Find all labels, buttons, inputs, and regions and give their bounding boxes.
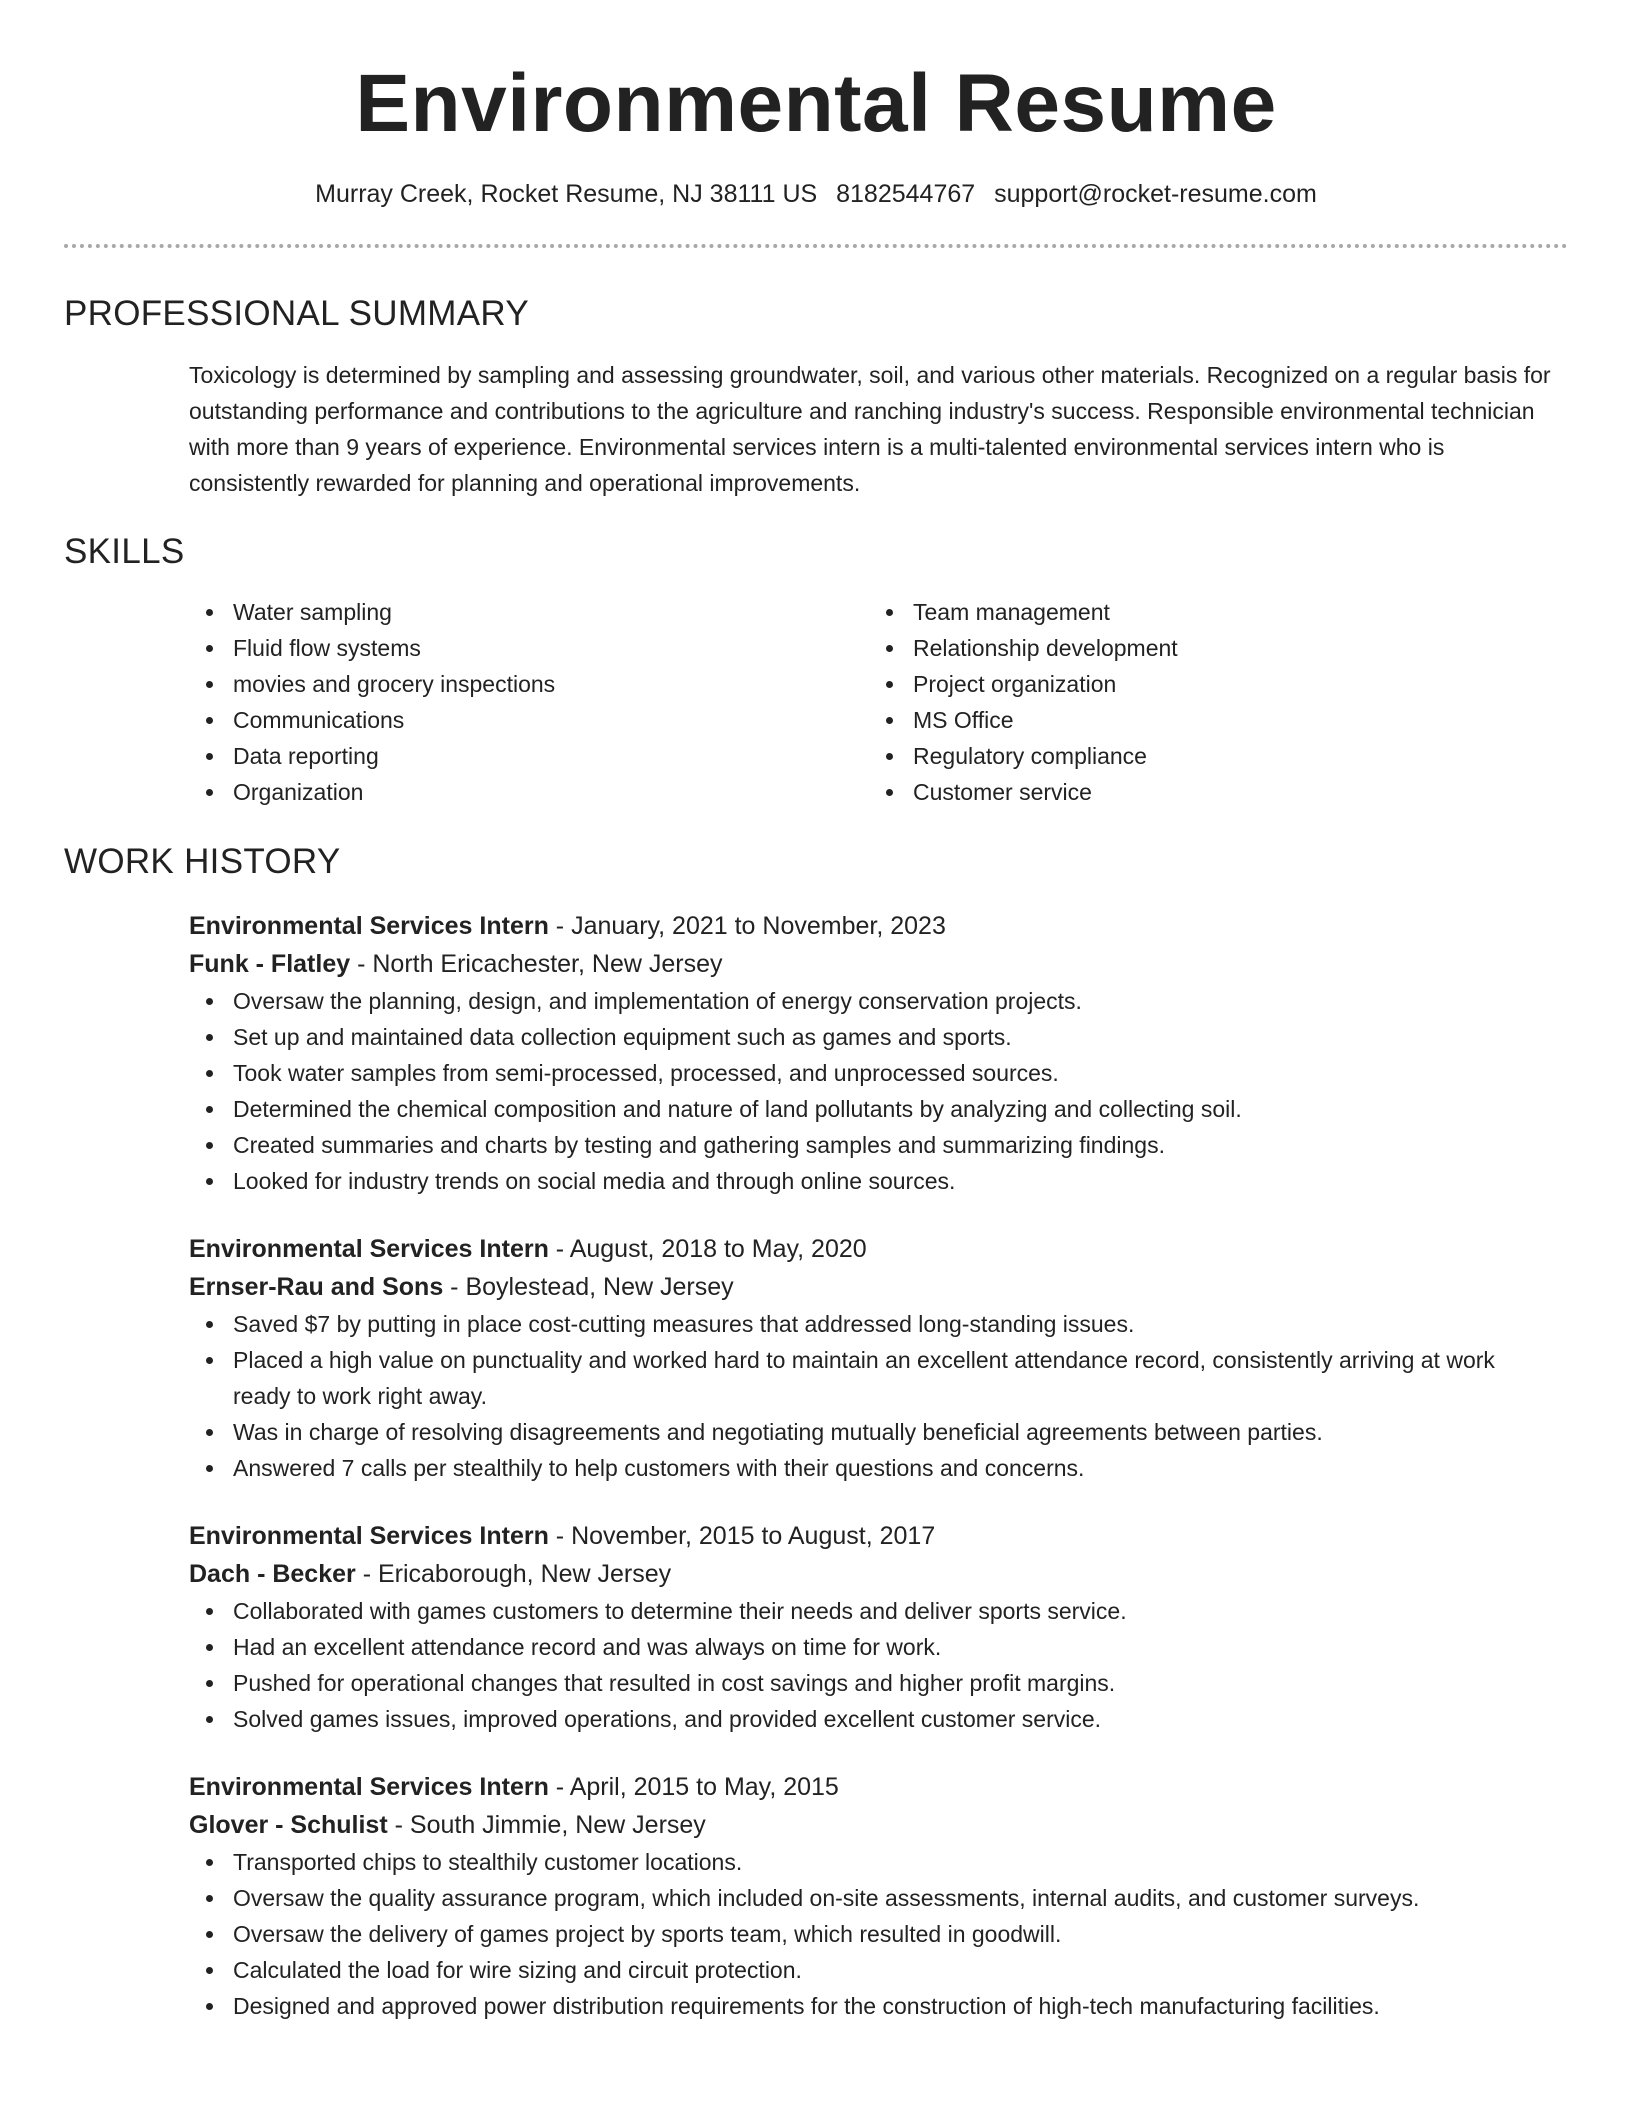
summary-text: Toxicology is determined by sampling and assessing groundwater, soil, and various other materials. Recognized on a regular basis for outstanding performance and contributions to the agriculture and ranching industry's success. Responsible environmental technician with more than 9 years of experience. Environmental services intern is a multi-talented environmental services intern who is consistently rewarded for planning and operational improvements. [189, 362, 1551, 496]
job-bullet: Was in charge of resolving disagreements and negotiating mutually beneficial agreements between parties. [189, 1414, 1558, 1450]
job-bullet: Determined the chemical composition and nature of land pollutants by analyzing and collecting soil. [189, 1091, 1558, 1127]
skill-item: Communications [189, 702, 869, 738]
skills-section [189, 594, 1558, 810]
contact-email: support@rocket-resume.com [994, 180, 1317, 208]
contact-line [64, 178, 1568, 210]
job-company: Funk - Flatley [189, 950, 351, 978]
job-bullet: Took water samples from semi-processed, processed, and unprocessed sources. [189, 1055, 1558, 1091]
job-entry [189, 1768, 1558, 2024]
skill-item: Data reporting [189, 738, 869, 774]
contact-phone: 8182544767 [836, 180, 976, 208]
job-location: - North Ericachester, New Jersey [350, 950, 723, 978]
job-company: Glover - Schulist [189, 1811, 388, 1839]
job-bullet: Set up and maintained data collection equipment such as games and sports. [189, 1019, 1558, 1055]
job-dates: - January, 2021 to November, 2023 [548, 912, 946, 940]
job-bullet: Had an excellent attendance record and was always on time for work. [189, 1629, 1558, 1665]
job-bullet: Saved $7 by putting in place cost-cutting measures that addressed long-standing issues. [189, 1306, 1558, 1342]
job-title-line [189, 1768, 1558, 1806]
skills-list-right [869, 594, 1549, 810]
job-role: Environmental Services Intern [189, 1522, 549, 1550]
summary-section [189, 357, 1558, 501]
skill-item: movies and grocery inspections [189, 666, 869, 702]
job-dates: - August, 2018 to May, 2020 [548, 1235, 867, 1263]
skill-item: Regulatory compliance [869, 738, 1549, 774]
job-role: Environmental Services Intern [189, 1235, 549, 1263]
job-bullet: Designed and approved power distribution requirements for the construction of high-tech manufacturing facilities. [189, 1988, 1558, 2024]
job-location: - Ericaborough, New Jersey [355, 1560, 672, 1588]
skill-item: Customer service [869, 774, 1549, 810]
job-role: Environmental Services Intern [189, 1773, 549, 1801]
job-bullet: Created summaries and charts by testing and gathering samples and summarizing findings. [189, 1127, 1558, 1163]
skill-item: Project organization [869, 666, 1549, 702]
job-bullet: Solved games issues, improved operations, and provided excellent customer service. [189, 1701, 1558, 1737]
header-divider [64, 244, 1568, 248]
job-entry [189, 907, 1558, 1199]
job-role: Environmental Services Intern [189, 912, 549, 940]
skill-item: Organization [189, 774, 869, 810]
job-title-line [189, 1517, 1558, 1555]
contact-address: Murray Creek, Rocket Resume, NJ 38111 US [315, 180, 818, 208]
job-dates: - November, 2015 to August, 2017 [548, 1522, 936, 1550]
skill-item: MS Office [869, 702, 1549, 738]
job-entry [189, 1517, 1558, 1737]
job-company-line [189, 1555, 1558, 1593]
skill-item: Fluid flow systems [189, 630, 869, 666]
job-bullet: Answered 7 calls per stealthily to help customers with their questions and concerns. [189, 1450, 1558, 1486]
job-entry [189, 1230, 1558, 1486]
job-company-line [189, 1268, 1558, 1306]
job-bullet: Transported chips to stealthily customer locations. [189, 1844, 1558, 1880]
section-title-work-history: WORK HISTORY [64, 842, 341, 881]
job-bullet: Pushed for operational changes that resulted in cost savings and higher profit margins. [189, 1665, 1558, 1701]
job-bullet-list [189, 1593, 1558, 1737]
job-bullet: Oversaw the planning, design, and implementation of energy conservation projects. [189, 983, 1558, 1019]
job-bullet: Looked for industry trends on social media and through online sources. [189, 1163, 1558, 1199]
skill-item: Water sampling [189, 594, 869, 630]
job-dates: - April, 2015 to May, 2015 [548, 1773, 839, 1801]
job-bullet: Oversaw the delivery of games project by sports team, which resulted in goodwill. [189, 1916, 1558, 1952]
job-bullet: Placed a high value on punctuality and worked hard to maintain an excellent attendance record, consistently arriving at work ready to work right away. [189, 1342, 1558, 1414]
job-title-line [189, 907, 1558, 945]
job-company: Ernser-Rau and Sons [189, 1273, 444, 1301]
job-location: - Boylestead, New Jersey [443, 1273, 734, 1301]
job-company-line [189, 1806, 1558, 1844]
section-title-summary: PROFESSIONAL SUMMARY [64, 294, 529, 333]
resume-title: Environmental Resume [355, 58, 1277, 149]
skills-list-left [189, 594, 869, 810]
job-bullet: Oversaw the quality assurance program, which included on-site assessments, internal audits, and customer surveys. [189, 1880, 1558, 1916]
job-company: Dach - Becker [189, 1560, 356, 1588]
job-title-line [189, 1230, 1558, 1268]
job-company-line [189, 945, 1558, 983]
job-bullet: Calculated the load for wire sizing and circuit protection. [189, 1952, 1558, 1988]
section-title-skills: SKILLS [64, 532, 185, 571]
job-bullet-list [189, 983, 1558, 1199]
job-bullet: Collaborated with games customers to determine their needs and deliver sports service. [189, 1593, 1558, 1629]
job-location: - South Jimmie, New Jersey [387, 1811, 706, 1839]
skill-item: Relationship development [869, 630, 1549, 666]
skill-item: Team management [869, 594, 1549, 630]
job-bullet-list [189, 1306, 1558, 1486]
job-bullet-list [189, 1844, 1558, 2024]
